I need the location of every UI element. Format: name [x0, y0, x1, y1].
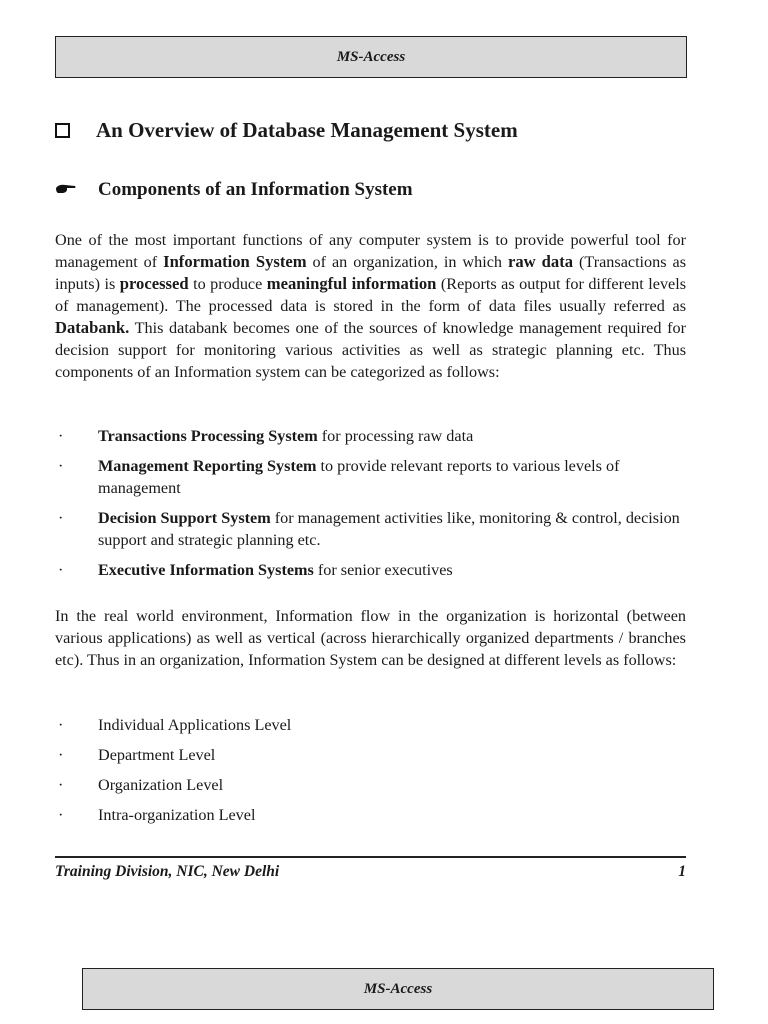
- intro-bold-1: Information System: [163, 252, 307, 271]
- header-title: MS-Access: [336, 48, 406, 65]
- item-bold: Decision Support System: [98, 509, 271, 527]
- next-page-header: [82, 968, 714, 1010]
- intro-text-5: (Reports as output for different levels of management). The processed data is stored in the form of data files usually referred as: [55, 275, 687, 315]
- item-text: to provide relevant reports to various levels of management: [98, 457, 620, 497]
- intro-bold-3: processed: [119, 274, 189, 293]
- components-list: [55, 425, 695, 581]
- page-footer: [55, 863, 686, 881]
- page-number: 1: [678, 863, 686, 880]
- footer-org: Training Division, NIC, New Delhi: [55, 863, 280, 880]
- bullet: ·: [58, 457, 64, 475]
- intro-text-2: of an organization, in which: [306, 253, 508, 271]
- item-bold: Management Reporting System: [98, 457, 317, 475]
- bullet: ·: [58, 806, 64, 824]
- title-text: An Overview of Database Management System: [96, 118, 518, 142]
- item-bold: Executive Information Systems: [98, 561, 314, 579]
- pointing-hand-icon: [55, 179, 77, 201]
- bullet: ·: [58, 776, 64, 794]
- intro-bold-2: raw data: [507, 252, 574, 271]
- item-text: for management activities like, monitoring & control, decision support and strategic planning etc.: [98, 509, 680, 549]
- checkbox-icon: [55, 123, 70, 138]
- intro-text-6: This databank becomes one of the sources of knowledge management required for decision support for monitoring various activities as well as strategic planning etc. Thus components of an Information system can be categorized as follows:: [55, 319, 686, 381]
- item-text: for processing raw data: [317, 427, 474, 445]
- intro-bold-5: Databank.: [55, 318, 130, 337]
- intro-paragraph: [55, 229, 686, 383]
- list-item: [55, 425, 695, 447]
- header-title: MS-Access: [363, 980, 433, 997]
- footer-divider: [55, 856, 686, 858]
- intro-text-1: One of the most important functions of any computer system is to provide powerful tool for management of: [55, 231, 686, 271]
- list-item: [55, 774, 695, 796]
- bullet: ·: [58, 716, 64, 734]
- section-heading: [55, 179, 413, 201]
- item-text: Department Level: [98, 746, 216, 764]
- intro-bold-4: meaningful information: [266, 274, 437, 293]
- list-item: [55, 455, 686, 499]
- item-bold: Transactions Processing System: [98, 427, 318, 445]
- item-text: for senior executives: [313, 561, 453, 579]
- intro-text-4: to produce: [188, 275, 267, 293]
- bullet: ·: [58, 746, 64, 764]
- item-text: Intra-organization Level: [98, 806, 256, 824]
- section-heading-text: Components of an Information System: [98, 179, 413, 200]
- list-item: [55, 804, 695, 826]
- bullet: ·: [58, 427, 64, 445]
- levels-list: [55, 714, 695, 826]
- bullet: ·: [58, 561, 64, 579]
- levels-paragraph: In the real world environment, Information flow in the organization is horizontal (between various applications) as well as vertical (across hierarchically organized departments / branches etc). Thus in an organization, Information System can be designed at different levels as follows:: [55, 607, 686, 669]
- list-item: [55, 744, 695, 766]
- intro-text-3: (Transactions as inputs) is: [55, 253, 687, 293]
- bullet: ·: [58, 509, 64, 527]
- list-item: [55, 507, 686, 551]
- page-header: [55, 36, 687, 78]
- item-text: Individual Applications Level: [98, 716, 292, 734]
- item-text: Organization Level: [98, 776, 224, 794]
- list-item: [55, 714, 695, 736]
- list-item: [55, 559, 695, 581]
- page-title: [55, 118, 518, 143]
